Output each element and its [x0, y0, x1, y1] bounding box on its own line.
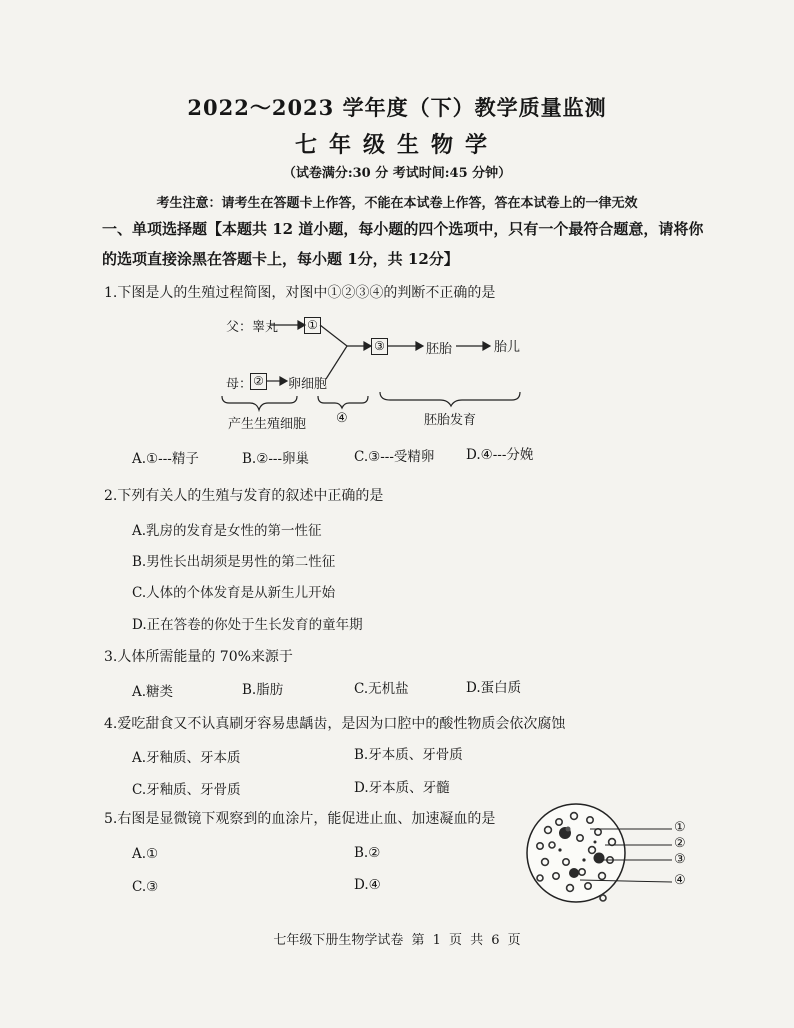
stage-embryo-development-label: 胚胎发育 — [424, 413, 477, 428]
section-instructions-line1: 一、单项选择题【本题共 12 道小题，每小题的四个选项中，只有一个最符合题意，请将你 — [102, 220, 704, 238]
question-3-stem: 3.人体所需能量的 70%来源于 — [104, 649, 293, 665]
smear-label-3: ③ — [674, 852, 686, 867]
section-instructions-line2: 的选项直接涂黑在答题卡上，每小题 1分，共 12分】 — [102, 250, 459, 268]
question-2-stem: 2.下列有关人的生殖与发育的叙述中正确的是 — [104, 488, 384, 504]
smear-label-4: ④ — [674, 873, 686, 888]
q3-option-d[interactable]: D.蛋白质 — [466, 680, 522, 696]
q3-option-c[interactable]: C.无机盐 — [354, 681, 409, 697]
fetus-label: 胎儿 — [494, 340, 521, 355]
diagram-box-1: ① — [304, 317, 321, 334]
question-5-stem: 5.右图是显微镜下观察到的血涂片，能促进止血、加速凝血的是 — [104, 811, 496, 827]
q4-option-c[interactable]: C.牙釉质、牙骨质 — [132, 782, 241, 798]
exam-subject: 七年级生物学 — [294, 132, 499, 158]
question-1-stem: 1.下图是人的生殖过程简图，对图中①②③④的判断不正确的是 — [104, 285, 496, 301]
egg-cell-label: 卵细胞 — [288, 377, 328, 392]
father-label: 父：睾丸 — [226, 320, 279, 335]
stage-4-label: ④ — [336, 411, 348, 426]
q1-option-c[interactable]: C.③---受精卵 — [354, 449, 435, 465]
q3-option-a[interactable]: A.糖类 — [132, 684, 174, 700]
q4-option-d[interactable]: D.牙本质、牙髓 — [354, 780, 450, 796]
q4-option-b[interactable]: B.牙本质、牙骨质 — [354, 747, 463, 763]
exam-meta: （试卷满分:30 分 考试时间:45 分钟） — [282, 166, 512, 181]
q5-option-a[interactable]: A.① — [132, 846, 159, 862]
q2-option-a[interactable]: A.乳房的发育是女性的第一性征 — [132, 523, 322, 539]
diagram-box-3: ③ — [371, 338, 388, 355]
q1-option-b[interactable]: B.②---卵巢 — [242, 451, 309, 467]
question-4-stem: 4.爱吃甜食又不认真刷牙容易患龋齿，是因为口腔中的酸性物质会依次腐蚀 — [104, 716, 566, 732]
exam-title: 2022～2023 学年度（下）教学质量监测 — [187, 95, 607, 120]
smear-label-1: ① — [674, 820, 686, 835]
q1-option-d[interactable]: D.④---分娩 — [466, 447, 534, 463]
q2-option-c[interactable]: C.人体的个体发育是从新生儿开始 — [132, 585, 336, 601]
smear-label-2: ② — [674, 836, 686, 851]
embryo-label: 胚胎 — [426, 342, 453, 357]
exam-notice: 考生注意：请考生在答题卡上作答，不能在本试卷上作答，答在本试卷上的一律无效 — [156, 196, 638, 211]
diagram-box-2: ② — [250, 373, 267, 390]
page-footer: 七年级下册生物学试卷 第 1 页 共 6 页 — [273, 933, 521, 948]
q5-option-b[interactable]: B.② — [354, 845, 381, 861]
q3-option-b[interactable]: B.脂肪 — [242, 682, 284, 698]
q5-option-d[interactable]: D.④ — [354, 877, 381, 893]
q1-option-a[interactable]: A.①---精子 — [132, 451, 199, 467]
q2-option-d[interactable]: D.正在答卷的你处于生长发育的童年期 — [132, 617, 363, 633]
q2-option-b[interactable]: B.男性长出胡须是男性的第二性征 — [132, 554, 336, 570]
mother-label: 母： — [226, 377, 253, 392]
stage-germ-cells-label: 产生生殖细胞 — [228, 417, 307, 432]
q4-option-a[interactable]: A.牙釉质、牙本质 — [132, 750, 241, 766]
q5-option-c[interactable]: C.③ — [132, 879, 159, 895]
